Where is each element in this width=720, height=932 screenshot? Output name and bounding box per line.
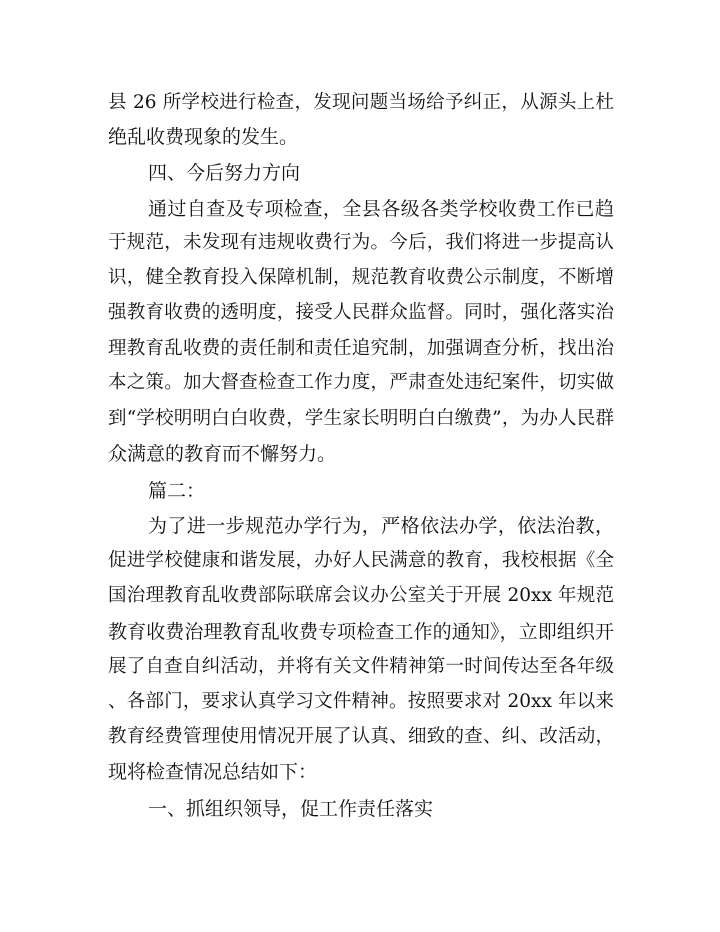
- text-line: 通过自查及专项检查，全县各级各类学校收费工作已趋: [148, 198, 614, 220]
- section-heading: 篇二：: [148, 480, 206, 502]
- text-line: 教育经费管理使用情况开展了认真、细致的查、纠、改活动，: [108, 726, 614, 747]
- text-line: 强教育收费的透明度，接受人民群众监督。同时，强化落实治: [108, 302, 614, 323]
- text-line: 国治理教育乱收费部际联席会议办公室关于开展 20xx 年规范: [108, 585, 614, 606]
- text-line: 为了进一步规范办学行为，严格依法办学，依法治教，: [148, 515, 614, 537]
- text-line: 现将检查情况总结如下：: [108, 761, 318, 783]
- text-line: 识，健全教育投入保障机制，规范教育收费公示制度，不断增: [108, 267, 614, 288]
- section-heading: 四、今后努力方向: [148, 162, 301, 184]
- text-line: 到“学校明明白白收费，学生家长明明白白缴费”，为办人民群: [108, 408, 614, 429]
- text-line: 促进学校健康和谐发展，办好人民满意的教育，我校根据《全: [108, 550, 614, 571]
- text-line: 绝乱收费现象的发生。: [108, 126, 299, 148]
- text-line: 展了自查自纠活动，并将有关文件精神第一时间传达至各年级: [108, 656, 614, 677]
- text-line: 众满意的教育而不懈努力。: [108, 443, 337, 465]
- text-line: 理教育乱收费的责任制和责任追究制，加强调查分析，找出治: [108, 338, 614, 359]
- section-heading: 一、抓组织领导，促工作责任落实: [148, 798, 434, 820]
- text-line: 于规范，未发现有违规收费行为。今后，我们将进一步提高认: [108, 232, 614, 253]
- text-line: 、各部门，要求认真学习文件精神。按照要求对 20xx 年以来: [108, 691, 614, 712]
- text-line: 本之策。加大督查检查工作力度，严肃查处违纪案件，切实做: [108, 372, 614, 393]
- text-line: 教育收费治理教育乱收费专项检查工作的通知》，立即组织开: [108, 621, 614, 643]
- text-line: 县 26 所学校进行检查，发现问题当场给予纠正，从源头上杜: [108, 92, 614, 113]
